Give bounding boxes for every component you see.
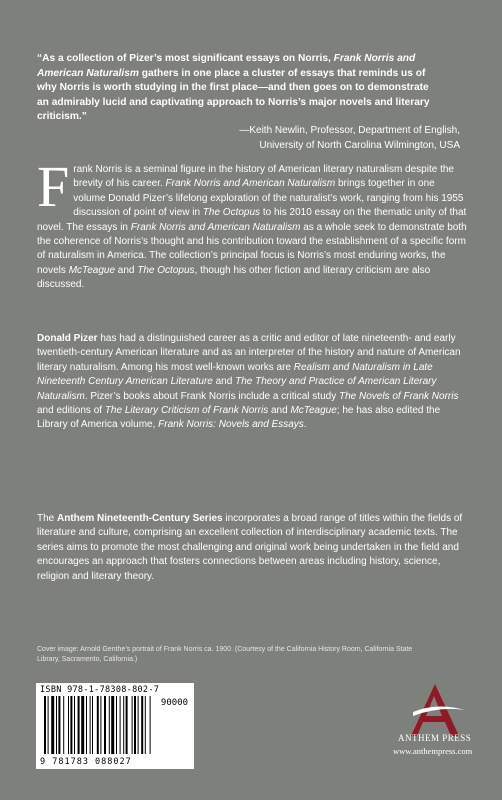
barcode-bar [48, 696, 49, 754]
desc-text: and [115, 264, 138, 276]
bio-italic: The Novels of Frank Norris [338, 390, 459, 402]
price-code: 90000 [160, 698, 188, 708]
barcode-bar [134, 696, 136, 754]
series-text: The [37, 513, 58, 524]
series-description [37, 512, 467, 584]
attribution-line-2: University of North Carolina Wilmington, USA [259, 139, 460, 151]
ean-digits: 9 781783 088027 [40, 757, 132, 767]
barcode-bar [145, 696, 146, 754]
barcode-bar [100, 696, 101, 754]
series-text: incorporates a broad range of titles within the fields of literature and culture, comprising an excellent collection of interdisciplinary academic texts. The series aims to promote the most challenging and original work being undertaken in the field and encourages an approach that fosters connections between areas including history, science, religion and literary theory. [37, 513, 463, 582]
book-description [37, 154, 467, 293]
desc-italic: Frank Norris and American Naturalism [165, 178, 336, 190]
bio-text: ; he has also edited the Library of America volume, [37, 405, 441, 431]
series-name: Anthem Nineteenth-Century Series [57, 513, 223, 524]
bio-text: and editions of [37, 405, 105, 417]
barcode-bar [123, 696, 124, 754]
barcode-bar [68, 696, 69, 754]
barcode-bar [120, 696, 121, 754]
barcode-bar [63, 696, 64, 754]
publisher-url: www.anthempress.com [393, 746, 473, 756]
barcode-bar [51, 696, 54, 754]
barcode-bar [86, 696, 87, 754]
quote-text-1: “As a collection of Pizer’s most significant essays on Norris, [37, 53, 334, 64]
bio-text: . Pizer’s books about Frank Norris include a critical study [84, 390, 339, 402]
barcode-bar [56, 696, 57, 754]
isbn-barcode [36, 683, 194, 769]
author-bio [37, 332, 467, 433]
publisher-name: ANTHEM PRESS [398, 733, 472, 743]
barcode-bars [44, 696, 186, 754]
quote-text-2: gathers in one place a cluster of essays that reminds us of why Norris is worth studying in the first place—and then goes on to demonstrate an admirably lucid and captivating approach to Norris’s major novels and literary criticism.” [37, 67, 430, 123]
barcode-bar [141, 696, 143, 754]
desc-italic: McTeague [68, 264, 116, 276]
quote-book-title: Frank Norris and American Naturalism [37, 53, 416, 79]
desc-text: rank Norris is a seminal figure in the history of American literary naturalism despite the brevity of his career. [73, 164, 454, 190]
bio-text: . [303, 419, 307, 431]
desc-italic: The Octopus [137, 264, 195, 276]
bio-text: and [268, 405, 291, 417]
barcode-bar [58, 696, 60, 754]
bio-italic: Frank Norris: Novels and Essays [158, 419, 304, 431]
bio-italic: The Theory and Practice of American Literary Naturalism [37, 376, 437, 402]
attribution-line-1: —Keith Newlin, Professor, Department of English, [239, 125, 460, 136]
desc-text: brings together in one volume Donald Pizer’s lifelong exploration of the naturalist’s work, ranging from his 1955 discussion of point of view in [73, 178, 464, 219]
barcode-bar [92, 696, 93, 754]
barcode-bar [109, 696, 110, 754]
barcode-bar [116, 696, 117, 754]
isbn-text: ISBN 978-1-78308-802-7 [40, 685, 160, 695]
barcode-bar [70, 696, 72, 754]
barcode-bar [97, 696, 99, 754]
desc-italic: Frank Norris and American Naturalism [130, 221, 301, 233]
drop-cap: F [37, 154, 70, 219]
barcode-bar [111, 696, 114, 754]
barcode-bar [78, 696, 80, 754]
barcode-bar [74, 696, 75, 754]
barcode-bar [104, 696, 106, 754]
bio-text: has had a distinguished career as a critic and editor of late nineteenth- and early twentieth-century American literature and as an interpreter of the history and nature of American literary naturalism. Among his most well-known works are [37, 333, 461, 373]
desc-italic: The Octopus [202, 207, 261, 219]
barcode-bar [138, 696, 139, 754]
barcode-bar [132, 696, 133, 754]
barcode-bar [150, 696, 151, 754]
endorsement-quote [37, 52, 437, 125]
endorsement-attribution [200, 124, 460, 153]
bio-italic: McTeague [290, 405, 337, 417]
desc-text: as a whole seek to demonstrate both the coherence of Norris’s thought and his contribution toward the establishment of a specific form of naturalism in America. The collection’s principal focus is Norris’s most enduring works, the novels [37, 221, 467, 276]
author-name: Donald Pizer [37, 333, 98, 344]
barcode-bar [126, 696, 128, 754]
anthem-press-logo [395, 676, 485, 776]
cover-image-credit: Cover image: Arnold Genthe’s portrait of Frank Norris ca. 1900. (Courtesy of the California History Room, California State Library, Sacramento, California.) [37, 646, 413, 663]
bio-text: and [212, 376, 236, 388]
barcode-bar [90, 696, 91, 754]
bio-italic: The Literary Criticism of Frank Norris [104, 405, 269, 417]
barcode-bar [44, 696, 46, 754]
bio-italic: Realism and Naturalism in Late Nineteenth Century American Literature [37, 361, 433, 388]
desc-text: to his 2010 essay on the thematic unity of that novel. The essays in [37, 207, 467, 233]
barcode-bar [81, 696, 84, 754]
desc-text: , though his other fiction and literary criticism are also discussed. [37, 264, 431, 291]
